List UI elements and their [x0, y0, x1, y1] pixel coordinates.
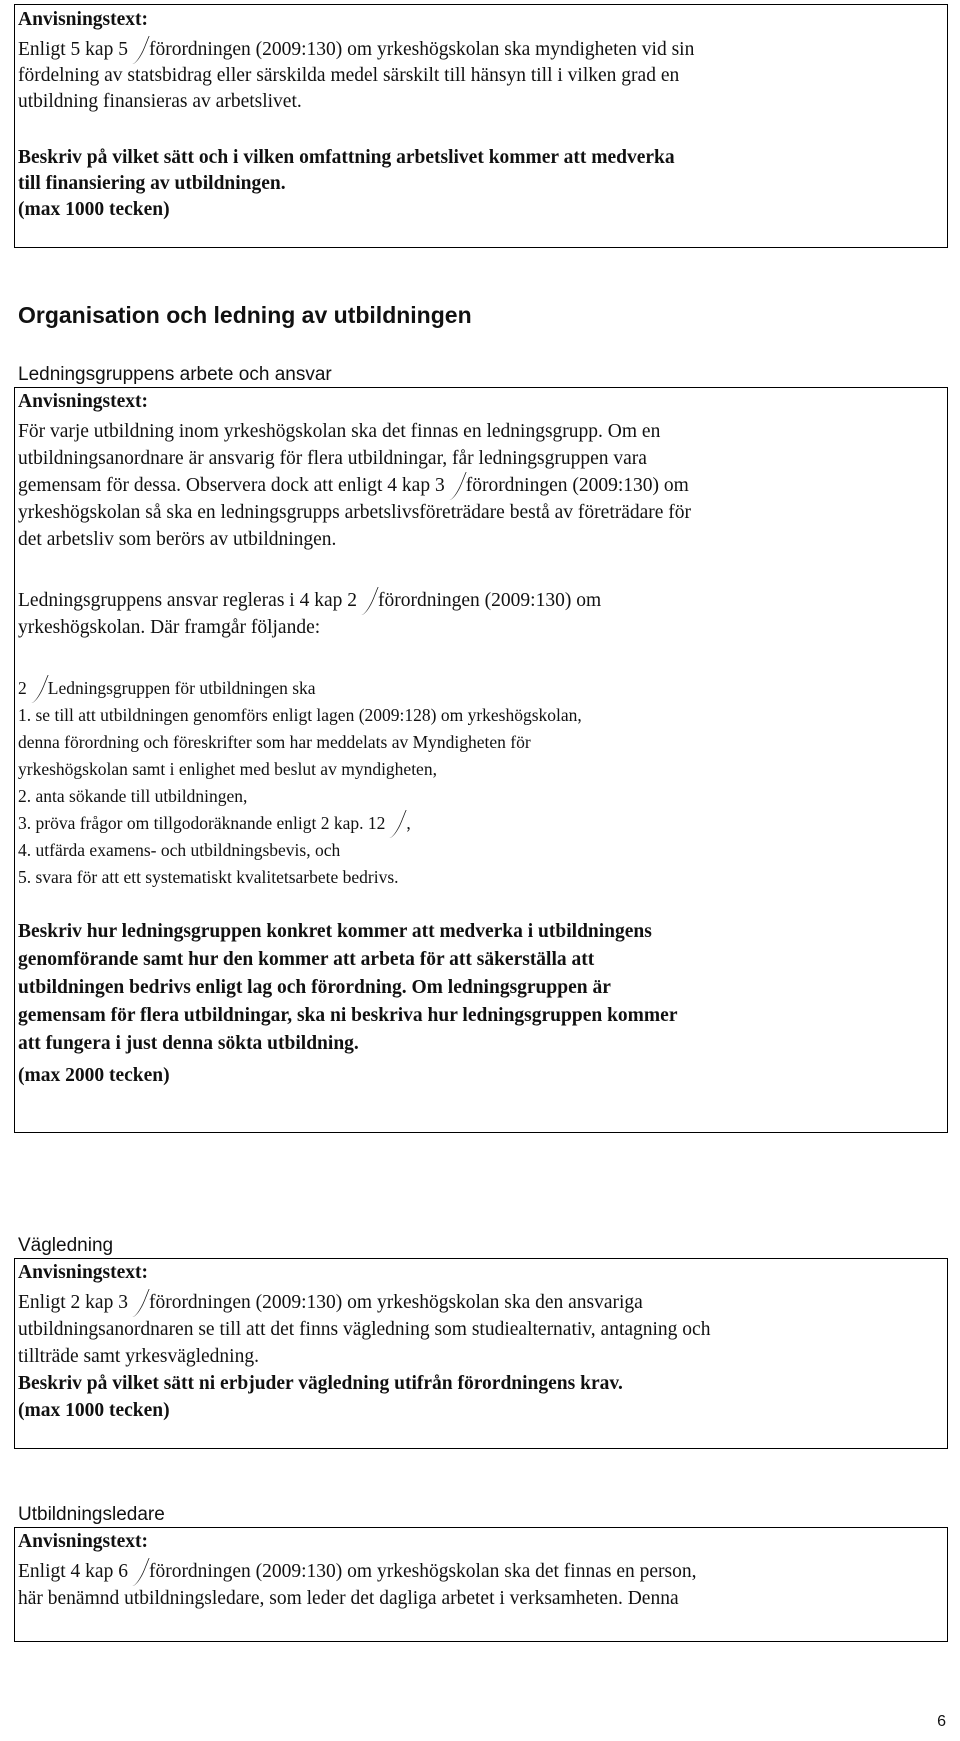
law-list-item-1a: 1. se till att utbildningen genomförs enligt lagen (2009:128) om yrkeshögskolan, [18, 705, 582, 725]
section-title-organisation: Organisation och ledning av utbildningen [18, 302, 472, 328]
box1-line-3: utbildning finansieras av arbetslivet. [18, 91, 302, 112]
law-list-item-1b: denna förordning och föreskrifter som har meddelats av Myndigheten för [18, 732, 531, 752]
org-line-7: yrkeshögskolan. Där framgår följande: [18, 617, 321, 638]
org-question-3: utbildningen bedrivs enligt lag och förordning. Om ledningsgruppen är [18, 977, 611, 998]
org-line-5: det arbetsliv som berörs av utbildningen. [18, 529, 337, 550]
vag-max: (max 1000 tecken) [18, 1400, 170, 1421]
law-list-item-4: 4. utfärda examens- och utbildningsbevis, och [18, 840, 341, 860]
section-sign-icon [449, 474, 462, 498]
org-question-4: gemensam för flera utbildningar, ska ni beskriva hur ledningsgruppen kommer [18, 1005, 678, 1026]
vag-line-2: utbildningsanordnaren se till att det finns vägledning som studiealternativ, antagning och [18, 1319, 711, 1340]
law-list-item-3: 3. pröva frågor om tillgodoräknande enligt 2 kap. 12 , [18, 810, 411, 836]
law-list-head: 2 Ledningsgruppen för utbildningen ska [18, 675, 316, 701]
section-sign-icon [389, 812, 402, 836]
page-number: 6 [937, 1713, 946, 1730]
utb-line-2: här benämnd utbildningsledare, som leder det dagliga arbetet i verksamheten. Denna [18, 1588, 679, 1609]
box1-max: (max 1000 tecken) [18, 199, 170, 220]
vag-label: Anvisningstext: [18, 1262, 149, 1283]
box1-line-1: Enligt 5 kap 5 förordningen (2009:130) om yrkeshögskolan ska myndigheten vid sin [18, 39, 695, 60]
subsection-title-vagledning: Vägledning [18, 1235, 114, 1256]
vag-question: Beskriv på vilket sätt ni erbjuder vägledning utifrån förordningens krav. [18, 1373, 623, 1394]
box1-label: Anvisningstext: [18, 9, 149, 30]
subsection-title-ledningsgrupp: Ledningsgruppens arbete och ansvar [18, 364, 332, 385]
law-list-item-1c: yrkeshögskolan samt i enlighet med beslut av myndigheten, [18, 759, 437, 779]
org-max: (max 2000 tecken) [18, 1065, 170, 1086]
vag-line-3: tillträde samt yrkesvägledning. [18, 1346, 259, 1367]
org-label: Anvisningstext: [18, 391, 149, 412]
org-line-2: utbildningsanordnare är ansvarig för flera utbildningar, får ledningsgruppen vara [18, 448, 647, 469]
law-list-item-2: 2. anta sökande till utbildningen, [18, 786, 248, 806]
vag-line-1: Enligt 2 kap 3 förordningen (2009:130) om yrkeshögskolan ska den ansvariga [18, 1292, 643, 1313]
utb-label: Anvisningstext: [18, 1531, 149, 1552]
section-sign-icon [132, 1560, 145, 1584]
org-line-4: yrkeshögskolan så ska en ledningsgrupps arbetslivsföreträdare bestå av företrädare för [18, 502, 692, 523]
subsection-title-utbildningsledare: Utbildningsledare [18, 1504, 165, 1525]
box1-question-1: Beskriv på vilket sätt och i vilken omfattning arbetslivet kommer att medverka [18, 147, 675, 168]
org-line-3: gemensam för dessa. Observera dock att enligt 4 kap 3 förordningen (2009:130) om [18, 475, 689, 496]
utb-line-1: Enligt 4 kap 6 förordningen (2009:130) om yrkeshögskolan ska det finnas en person, [18, 1561, 697, 1582]
org-question-5: att fungera i just denna sökta utbildning. [18, 1033, 359, 1054]
law-list-item-5: 5. svara för att ett systematiskt kvalitetsarbete bedrivs. [18, 867, 399, 887]
section-sign-icon [31, 677, 44, 701]
org-question-1: Beskriv hur ledningsgruppen konkret kommer att medverka i utbildningens [18, 921, 652, 942]
org-line-1: För varje utbildning inom yrkeshögskolan ska det finnas en ledningsgrupp. Om en [18, 421, 661, 442]
section-sign-icon [132, 1291, 145, 1315]
section-sign-icon [361, 589, 374, 613]
org-question-2: genomförande samt hur den kommer att arbeta för att säkerställa att [18, 949, 595, 970]
box1-line-2: fördelning av statsbidrag eller särskilda medel särskilt till hänsyn till i vilken grad en [18, 65, 680, 86]
section-sign-icon [132, 38, 145, 62]
org-line-6: Ledningsgruppens ansvar regleras i 4 kap 2 förordningen (2009:130) om [18, 590, 602, 611]
box1-question-2: till finansiering av utbildningen. [18, 173, 286, 194]
